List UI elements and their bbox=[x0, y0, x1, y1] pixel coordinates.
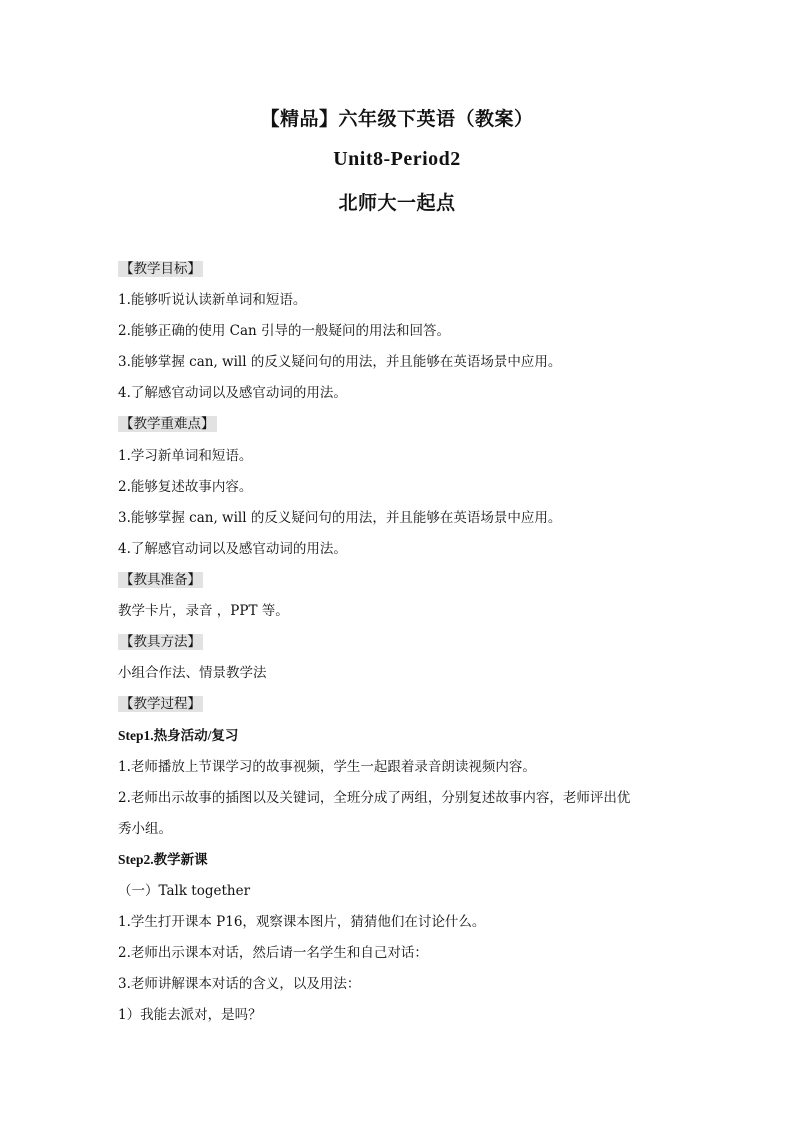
step1-title: Step1.热身活动/复习 bbox=[118, 728, 239, 743]
heading-label: 【教具准备】 bbox=[120, 572, 201, 588]
step2-subtitle: （一）Talk together bbox=[118, 883, 251, 899]
section-heading-objectives bbox=[118, 259, 203, 279]
document-publisher: 北师大一起点 bbox=[338, 192, 456, 214]
document-title: 【精品】六年级下英语（教案） bbox=[260, 108, 534, 130]
step2-item: 3.老师讲解课本对话的含义，以及用法： bbox=[118, 976, 361, 992]
key-point-item: 4.了解感官动词以及感官动词的用法。 bbox=[118, 541, 347, 557]
step1-item: 1.老师播放上节课学习的故事视频，学生一起跟着录音朗读视频内容。 bbox=[118, 759, 536, 775]
key-point-item: 1.学习新单词和短语。 bbox=[118, 448, 253, 464]
document-subtitle: Unit8-Period2 bbox=[333, 148, 461, 170]
section-heading-materials bbox=[118, 570, 203, 590]
heading-label: 【教学目标】 bbox=[120, 261, 201, 277]
section-heading-key-points bbox=[118, 414, 217, 434]
materials-text: 教学卡片，录音 ，PPT 等。 bbox=[118, 603, 289, 619]
key-point-item: 3.能够掌握 can, will 的反义疑问句的用法，并且能够在英语场景中应用。 bbox=[118, 510, 562, 526]
heading-label: 【教学过程】 bbox=[120, 696, 201, 712]
objective-item: 2.能够正确的使用 Can 引导的一般疑问的用法和回答。 bbox=[118, 323, 451, 339]
step2-item: 1）我能去派对，是吗？ bbox=[118, 1007, 262, 1023]
objective-item: 3.能够掌握 can, will 的反义疑问句的用法，并且能够在英语场景中应用。 bbox=[118, 354, 562, 370]
step2-item: 1.学生打开课本 P16，观察课本图片，猜猜他们在讨论什么。 bbox=[118, 914, 486, 930]
section-heading-process bbox=[118, 694, 203, 714]
step2-item: 2.老师出示课本对话，然后请一名学生和自己对话： bbox=[118, 945, 428, 961]
step1-item: 2.老师出示故事的插图以及关键词，全班分成了两组，分别复述故事内容，老师评出优 bbox=[118, 790, 631, 806]
step1-item: 秀小组。 bbox=[118, 821, 172, 837]
key-point-item: 2.能够复述故事内容。 bbox=[118, 479, 253, 495]
section-heading-methods bbox=[118, 632, 203, 652]
objective-item: 1.能够听说认读新单词和短语。 bbox=[118, 292, 307, 308]
heading-label: 【教学重难点】 bbox=[120, 416, 215, 432]
step2-title: Step2.教学新课 bbox=[118, 852, 208, 867]
heading-label: 【教具方法】 bbox=[120, 634, 201, 650]
objective-item: 4.了解感官动词以及感官动词的用法。 bbox=[118, 385, 347, 401]
methods-text: 小组合作法、情景教学法 bbox=[118, 665, 267, 681]
